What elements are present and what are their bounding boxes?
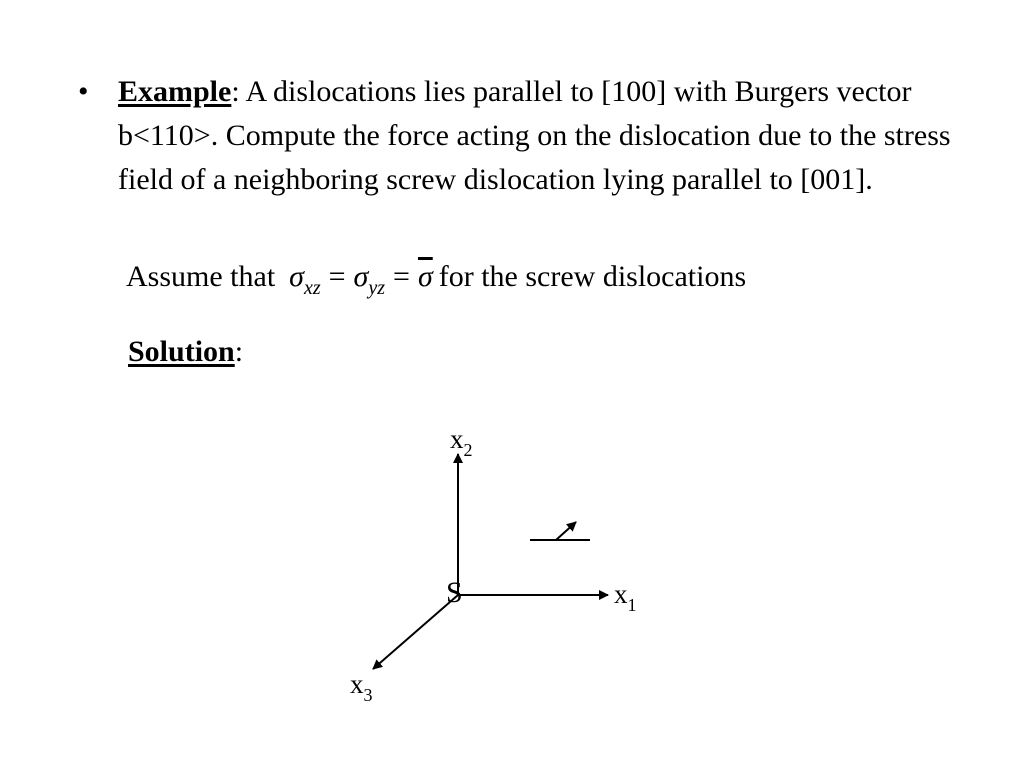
screw-dislocation-symbol: S xyxy=(446,576,463,609)
assumption-prefix: Assume that xyxy=(126,260,276,293)
example-colon: : xyxy=(231,75,240,108)
sigma-symbol: σ xyxy=(353,260,369,293)
solution-heading xyxy=(128,330,243,374)
bullet-dot: • xyxy=(78,75,89,108)
example-text xyxy=(118,70,978,202)
coordinate-diagram xyxy=(330,420,690,720)
equals-sign: = xyxy=(393,260,410,293)
sigma-symbol: σ xyxy=(289,260,304,293)
example-bullet xyxy=(78,70,978,202)
burgers-vector-icon xyxy=(556,522,576,540)
x3-axis-label: $x_3$ xyxy=(350,669,373,705)
example-body: A dislocations lies parallel to [100] with Burgers vector b<110>. Compute the force acting on the dislocation due to the stress field of a neighboring screw dislocation lying parallel to [001]. xyxy=(118,75,951,196)
x2-axis-label: $x_2$ xyxy=(450,424,473,460)
sigma-bar-symbol: $\overline{\sigma}$ xyxy=(417,260,433,293)
solution-colon: : xyxy=(234,335,244,368)
assumption-suffix: for the screw dislocations xyxy=(438,260,747,293)
x1-axis-label: $x_1$ xyxy=(614,579,637,615)
example-term: Example xyxy=(118,75,232,108)
assumption-line xyxy=(126,255,746,310)
subscript-yz: yz xyxy=(368,277,386,299)
stress-equation xyxy=(289,260,433,299)
equals-sign: = xyxy=(328,260,346,293)
subscript-xz: xz xyxy=(303,277,321,299)
solution-label: Solution xyxy=(128,335,235,368)
